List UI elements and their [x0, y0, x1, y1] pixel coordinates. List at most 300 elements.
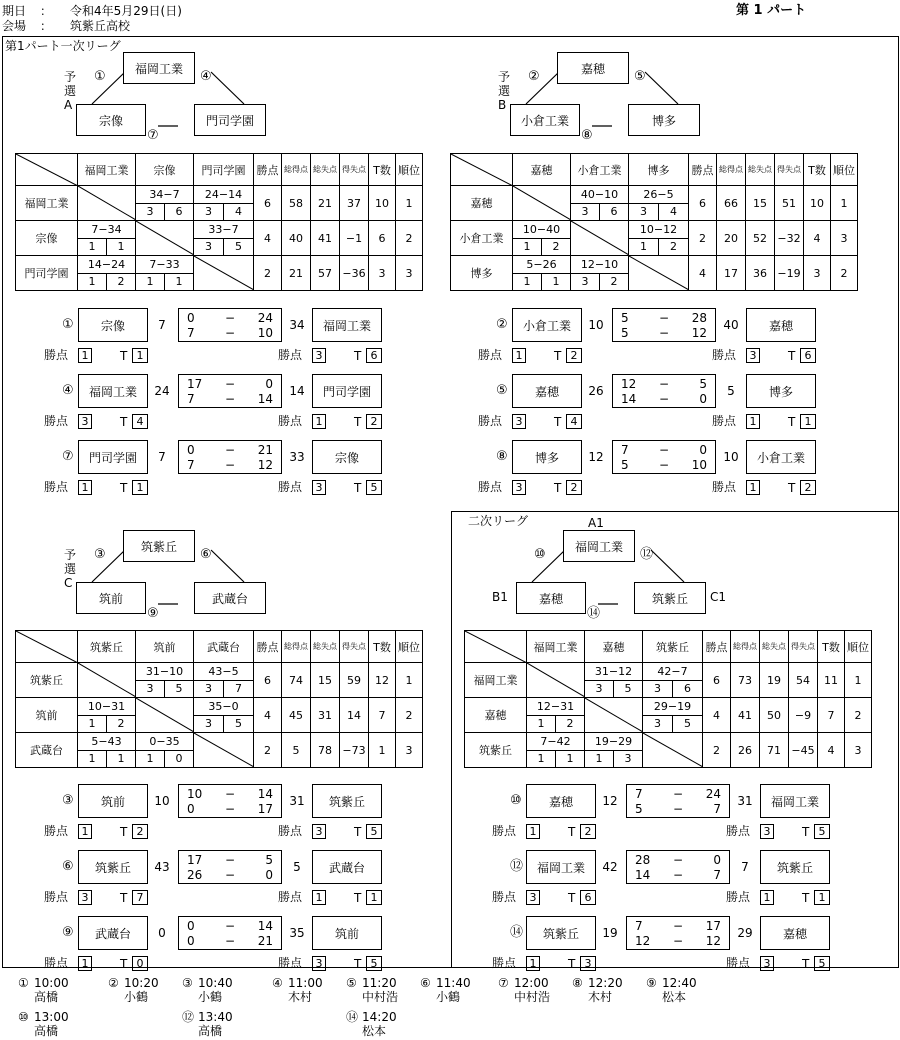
away-score: 10 — [723, 450, 739, 464]
home-team: 小倉工業 — [512, 308, 582, 342]
self-diagonal — [78, 186, 136, 220]
stat-cell: 2 — [254, 733, 282, 768]
schedule-time: 10:00 — [34, 976, 69, 990]
header-team: 門司学園 — [194, 154, 254, 186]
match-points: 1 — [527, 751, 556, 767]
pts-label: 勝点 — [726, 824, 751, 838]
stat-cell: 21 — [282, 256, 311, 291]
header-stat: 総得点 — [282, 631, 311, 663]
home-first-half: 17 — [187, 377, 203, 391]
game-number-bottom: ⑧ — [581, 128, 593, 143]
home-score: 10 — [154, 794, 170, 808]
match-pts-wrap — [78, 716, 135, 732]
game-number: ⑭ — [510, 925, 524, 940]
stat-cell: 73 — [731, 663, 760, 698]
home-second-half: 7 — [187, 458, 195, 472]
away-points: 1 — [312, 414, 326, 429]
t-label: T — [568, 825, 576, 839]
self-diagonal — [629, 256, 689, 290]
t-label: T — [802, 825, 810, 839]
half-scores — [178, 916, 282, 950]
schedule-number: ① — [18, 976, 29, 990]
stat-cell: 51 — [775, 186, 804, 221]
away-points: 3 — [760, 824, 774, 839]
stat-cell: 4 — [689, 256, 717, 291]
self-diagonal-line — [585, 698, 643, 732]
match-pts — [78, 239, 136, 256]
game-result — [44, 440, 422, 496]
stat-cell: 12 — [369, 663, 396, 698]
corner-diagonal — [451, 154, 513, 186]
row-team: 博多 — [451, 256, 513, 291]
section-title: 第1パート一次リーグ — [5, 39, 121, 53]
pts-label: 勝点 — [278, 824, 303, 838]
self-diagonal-line — [78, 186, 136, 220]
stat-cell: 2 — [396, 698, 423, 733]
match-pts — [136, 751, 194, 768]
stat-cell: 11 — [818, 663, 845, 698]
row-team: 門司学園 — [16, 256, 78, 291]
match-points: 3 — [194, 681, 224, 697]
away-second-half: 7 — [713, 802, 721, 816]
home-second-half: 14 — [621, 392, 637, 406]
corner-diagonal-line — [16, 154, 78, 186]
home-score: 7 — [158, 450, 166, 464]
home-tries: 2 — [132, 824, 148, 839]
header-stat: 総失点 — [746, 154, 775, 186]
away-team: 嘉穂 — [760, 916, 830, 950]
away-second-half: 21 — [257, 934, 273, 948]
pts-label: 勝点 — [278, 414, 303, 428]
schedule-number: ⑤ — [346, 976, 357, 990]
stat-cell: −73 — [340, 733, 369, 768]
game-result — [44, 374, 422, 430]
schedule-number: ⑩ — [18, 1010, 29, 1024]
schedule-time: 12:20 — [588, 976, 623, 990]
game-number: ⑦ — [62, 449, 74, 464]
match-pts — [78, 751, 136, 768]
stat-cell: 2 — [703, 733, 731, 768]
corner-diagonal — [16, 631, 78, 663]
self-diagonal — [136, 698, 194, 732]
match-score: 12−31 — [527, 698, 585, 716]
home-score: 24 — [154, 384, 170, 398]
header-team: 博多 — [629, 154, 689, 186]
schedule-time: 14:20 — [362, 1010, 397, 1024]
match-pts — [194, 239, 254, 256]
match-pts-wrap — [585, 751, 642, 767]
header-team: 武蔵台 — [194, 631, 254, 663]
away-team: 福岡工業 — [760, 784, 830, 818]
match-pts — [136, 204, 194, 221]
away-points: 3 — [746, 348, 760, 363]
team-box-top: 嘉穂 — [557, 52, 629, 84]
stat-cell: 57 — [311, 256, 340, 291]
stat-cell: 71 — [760, 733, 789, 768]
game-number-right: ⑥ — [200, 547, 212, 562]
header-team: 宗像 — [136, 154, 194, 186]
pts-label: 勝点 — [712, 348, 737, 362]
home-team: 嘉穂 — [526, 784, 596, 818]
self-diagonal — [194, 733, 254, 767]
self-cell — [527, 663, 585, 698]
home-tries: 1 — [132, 348, 148, 363]
pts-label: 勝点 — [278, 348, 303, 362]
away-second-half: 17 — [257, 802, 273, 816]
dash: − — [659, 392, 670, 406]
self-diagonal-line — [513, 186, 571, 220]
schedule-time: 13:40 — [198, 1010, 233, 1024]
dash: − — [673, 868, 684, 882]
self-diagonal-line — [643, 733, 703, 767]
stat-cell: 74 — [282, 663, 311, 698]
dash: − — [225, 311, 236, 325]
t-label: T — [354, 415, 362, 429]
match-pts-wrap — [571, 274, 628, 290]
header-corner — [451, 154, 513, 186]
half-scores — [626, 916, 730, 950]
pts-label: 勝点 — [726, 956, 751, 970]
schedule-number: ⑦ — [498, 976, 509, 990]
header-stat: 得失点 — [775, 154, 804, 186]
half-scores — [178, 374, 282, 408]
match-points: 3 — [194, 239, 224, 255]
stat-cell: 21 — [311, 186, 340, 221]
away-second-half: 0 — [265, 868, 273, 882]
header-stat: 総得点 — [282, 154, 311, 186]
self-diagonal — [527, 663, 585, 697]
schedule-referee: 中村浩 — [362, 990, 399, 1004]
schedule-number: ② — [108, 976, 119, 990]
match-pts — [194, 204, 254, 221]
match-pts-wrap — [513, 239, 570, 255]
match-pts-wrap — [585, 681, 642, 697]
match-points: 1 — [136, 751, 165, 767]
game-number: ⑩ — [510, 793, 522, 808]
match-points: 3 — [585, 681, 614, 697]
game-number: ⑨ — [62, 925, 74, 940]
away-first-half: 0 — [265, 377, 273, 391]
home-tries: 7 — [132, 890, 148, 905]
dash: − — [225, 458, 236, 472]
away-team: 筑紫丘 — [312, 784, 382, 818]
row-team: 福岡工業 — [465, 663, 527, 698]
self-diagonal-line — [78, 663, 136, 697]
schedule-time: 10:40 — [198, 976, 233, 990]
dash: − — [225, 853, 236, 867]
match-tries: 5 — [624, 682, 632, 695]
header-stat: 総失点 — [760, 631, 789, 663]
pts-label: 勝点 — [278, 480, 303, 494]
stat-cell: 36 — [746, 256, 775, 291]
match-pts-wrap — [194, 239, 253, 255]
stat-cell: 14 — [340, 698, 369, 733]
stat-cell: −36 — [340, 256, 369, 291]
self-cell — [643, 733, 703, 768]
pts-label: 勝点 — [492, 890, 517, 904]
stat-cell: 1 — [396, 663, 423, 698]
self-diagonal — [136, 221, 194, 255]
stat-cell: 10 — [804, 186, 831, 221]
stat-cell: 4 — [254, 698, 282, 733]
match-tries: 5 — [684, 717, 691, 730]
home-team: 筑紫丘 — [78, 850, 148, 884]
away-score: 7 — [741, 860, 749, 874]
match-points: 1 — [513, 274, 542, 290]
match-pts — [643, 681, 703, 698]
header-stat: 得失点 — [789, 631, 818, 663]
dash: − — [673, 934, 684, 948]
home-points: 1 — [78, 956, 92, 971]
away-score: 35 — [289, 926, 305, 940]
match-pts-wrap — [136, 274, 193, 290]
match-pts-wrap — [643, 681, 702, 697]
half-scores — [178, 308, 282, 342]
stat-cell: 5 — [282, 733, 311, 768]
diagram-line — [211, 72, 244, 104]
match-points: 1 — [78, 239, 107, 255]
away-points: 1 — [312, 890, 326, 905]
home-team: 武蔵台 — [78, 916, 148, 950]
venue-label: 会場 — [2, 19, 27, 33]
away-score: 14 — [289, 384, 305, 398]
away-second-half: 10 — [257, 326, 273, 340]
stat-cell: 41 — [311, 221, 340, 256]
dash: − — [673, 853, 684, 867]
self-diagonal — [571, 221, 629, 255]
self-cell — [629, 256, 689, 291]
stat-cell: 3 — [396, 256, 423, 291]
team-box-right: 博多 — [628, 104, 700, 136]
away-second-half: 7 — [713, 868, 721, 882]
match-tries: 6 — [610, 205, 618, 218]
stat-cell: 37 — [340, 186, 369, 221]
match-tries: 3 — [624, 752, 632, 765]
yosen-label: 選 — [498, 84, 511, 98]
self-diagonal — [585, 698, 643, 732]
game-number: ⑤ — [496, 383, 508, 398]
match-pts — [527, 751, 585, 768]
stat-cell: 4 — [254, 221, 282, 256]
match-pts-wrap — [513, 274, 570, 290]
stat-cell: 4 — [818, 733, 845, 768]
home-tries: 1 — [132, 480, 148, 495]
away-first-half: 0 — [699, 443, 707, 457]
match-pts — [78, 716, 136, 733]
match-pts — [136, 274, 194, 291]
match-score: 42−7 — [643, 663, 703, 681]
t-label: T — [120, 481, 128, 495]
stat-cell: 4 — [804, 221, 831, 256]
corner-diagonal — [16, 154, 78, 186]
away-tries: 5 — [814, 824, 830, 839]
home-first-half: 28 — [635, 853, 651, 867]
row-team: 嘉穂 — [451, 186, 513, 221]
corner-diagonal-line — [16, 631, 78, 663]
match-tries: 1 — [566, 752, 574, 765]
header-stat: 総失点 — [311, 154, 340, 186]
game-number-bottom: ⑦ — [147, 128, 159, 143]
home-first-half: 17 — [187, 853, 203, 867]
stat-cell: 31 — [311, 698, 340, 733]
header-team: 福岡工業 — [78, 154, 136, 186]
game-result — [478, 374, 856, 430]
match-pts-wrap — [629, 204, 688, 220]
match-pts — [194, 681, 254, 698]
away-first-half: 17 — [705, 919, 721, 933]
away-tries: 6 — [800, 348, 816, 363]
away-score: 34 — [289, 318, 305, 332]
away-points: 1 — [746, 414, 760, 429]
self-diagonal-line — [571, 221, 629, 255]
match-score: 31−10 — [136, 663, 194, 681]
away-score: 29 — [737, 926, 753, 940]
game-number-left: ② — [528, 69, 540, 84]
header-stat: 勝点 — [689, 154, 717, 186]
t-label: T — [354, 481, 362, 495]
dash: − — [225, 802, 236, 816]
home-second-half: 0 — [187, 934, 195, 948]
home-points: 3 — [78, 414, 92, 429]
match-tries: 4 — [235, 205, 242, 218]
away-points: 3 — [760, 956, 774, 971]
row-team: 筑紫丘 — [16, 663, 78, 698]
match-score: 5−26 — [513, 256, 571, 274]
header-team: 筑紫丘 — [78, 631, 136, 663]
row-team: 小倉工業 — [451, 221, 513, 256]
header-team: 嘉穂 — [513, 154, 571, 186]
t-label: T — [788, 481, 796, 495]
home-tries: 6 — [580, 890, 596, 905]
match-pts — [78, 274, 136, 291]
match-score: 7−33 — [136, 256, 194, 274]
header-stat: T数 — [804, 154, 831, 186]
header-stat: 得失点 — [340, 631, 369, 663]
home-second-half: 5 — [621, 458, 629, 472]
pts-label: 勝点 — [478, 414, 503, 428]
t-label: T — [568, 957, 576, 971]
seed-right-label: C1 — [710, 590, 727, 604]
pts-label: 勝点 — [44, 480, 69, 494]
away-second-half: 12 — [705, 934, 721, 948]
row-team: 福岡工業 — [16, 186, 78, 221]
row-team: 武蔵台 — [16, 733, 78, 768]
yosen-label: A — [64, 98, 73, 112]
away-score: 31 — [737, 794, 753, 808]
stat-cell: 3 — [845, 733, 872, 768]
away-tries: 5 — [366, 480, 382, 495]
self-cell — [585, 698, 643, 733]
away-team: 福岡工業 — [312, 308, 382, 342]
home-team: 宗像 — [78, 308, 148, 342]
match-tries: 7 — [235, 682, 242, 695]
self-diagonal-line — [629, 256, 689, 290]
stat-cell: 6 — [689, 186, 717, 221]
match-pts — [585, 751, 643, 768]
home-score: 26 — [588, 384, 604, 398]
match-points: 1 — [78, 716, 107, 732]
header-stat: 順位 — [845, 631, 872, 663]
self-cell — [513, 186, 571, 221]
stat-cell: 19 — [760, 663, 789, 698]
stat-cell: 4 — [703, 698, 731, 733]
match-pts-wrap — [136, 751, 193, 767]
match-pts-wrap — [194, 681, 253, 697]
home-score: 42 — [602, 860, 618, 874]
stat-cell: 7 — [818, 698, 845, 733]
away-first-half: 24 — [257, 311, 273, 325]
stat-cell: 2 — [845, 698, 872, 733]
home-score: 7 — [158, 318, 166, 332]
away-first-half: 21 — [257, 443, 273, 457]
away-points: 3 — [312, 348, 326, 363]
self-diagonal — [643, 733, 703, 767]
match-pts — [643, 716, 703, 733]
away-team: 門司学園 — [312, 374, 382, 408]
match-points: 1 — [78, 751, 107, 767]
self-diagonal-line — [194, 733, 254, 767]
schedule-referee: 高橋 — [198, 1024, 223, 1038]
schedule-referee: 小鶴 — [124, 990, 149, 1004]
seed-top-label: A1 — [588, 516, 604, 530]
header-stat: 得失点 — [340, 154, 369, 186]
schedule-referee: 高橋 — [34, 990, 59, 1004]
t-label: T — [554, 481, 562, 495]
half-scores — [626, 784, 730, 818]
home-second-half: 7 — [187, 392, 195, 406]
t-label: T — [354, 825, 362, 839]
match-tries: 6 — [175, 205, 183, 218]
dash: − — [225, 377, 236, 391]
home-score: 12 — [588, 450, 604, 464]
header-team: 筑前 — [136, 631, 194, 663]
match-score: 29−19 — [643, 698, 703, 716]
match-tries: 2 — [566, 717, 574, 730]
match-pts — [194, 716, 254, 733]
stat-cell: 2 — [689, 221, 717, 256]
team-box-left: 嘉穂 — [516, 582, 586, 614]
self-cell — [194, 733, 254, 768]
home-tries: 3 — [580, 956, 596, 971]
home-tries: 2 — [566, 348, 582, 363]
home-tries: 0 — [132, 956, 148, 971]
away-tries: 6 — [366, 348, 382, 363]
stat-cell: −9 — [789, 698, 818, 733]
venue-value: 筑紫丘高校 — [70, 19, 131, 33]
match-pts — [527, 716, 585, 733]
match-tries: 2 — [552, 240, 560, 253]
schedule-time: 11:40 — [436, 976, 471, 990]
match-pts-wrap — [78, 274, 135, 290]
match-score: 43−5 — [194, 663, 254, 681]
stat-cell: 2 — [396, 221, 423, 256]
away-team: 筑前 — [312, 916, 382, 950]
yosen-label: 選 — [64, 562, 77, 576]
self-diagonal-line — [136, 221, 194, 255]
seed-left-label: B1 — [492, 590, 508, 604]
game-result — [478, 440, 856, 496]
league-table — [450, 153, 858, 291]
away-tries: 5 — [814, 956, 830, 971]
game-number: ① — [62, 317, 74, 332]
schedule-referee: 松本 — [662, 990, 687, 1004]
team-box-top: 筑紫丘 — [123, 530, 195, 562]
part-title: 第 1 パート — [736, 3, 807, 18]
game-result — [492, 850, 870, 906]
schedule-referee: 小鶴 — [436, 990, 461, 1004]
t-label: T — [802, 957, 810, 971]
stat-cell: 26 — [731, 733, 760, 768]
